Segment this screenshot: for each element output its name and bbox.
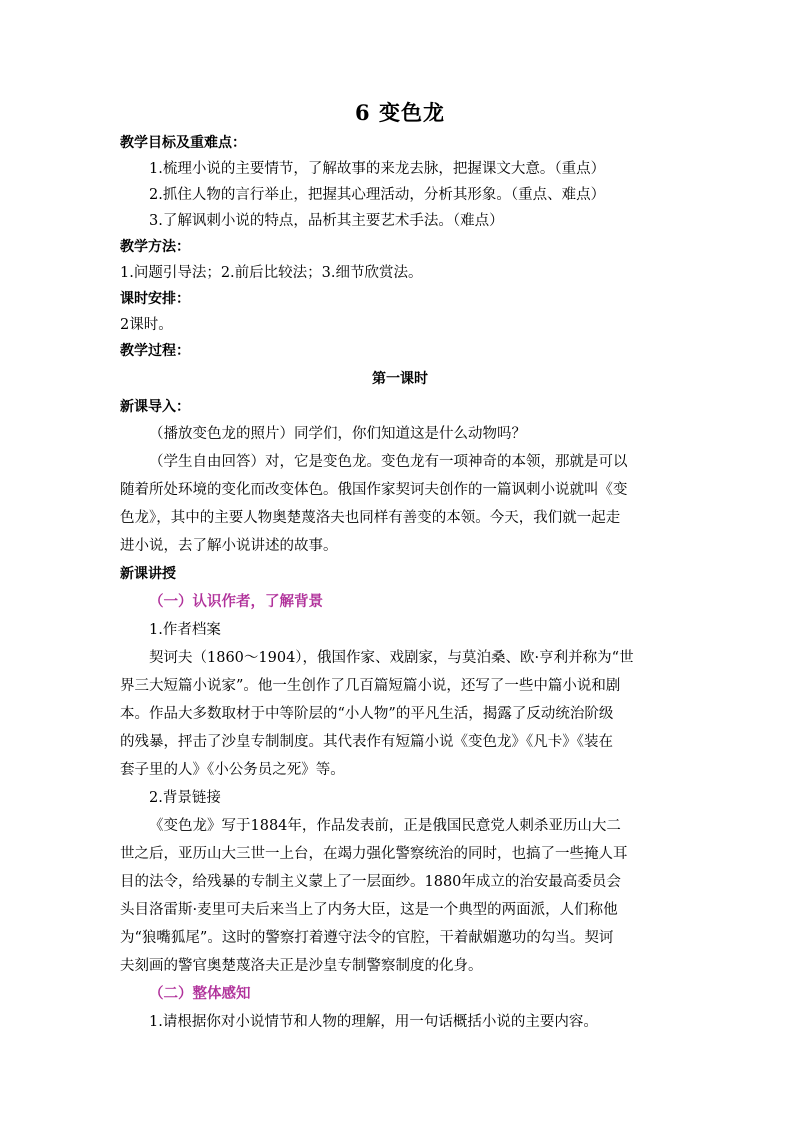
goal-item: 2.抓住人物的言行举止，把握其心理活动，分析其形象。（重点、难点） [149,187,606,203]
text-line: 本。作品大多数取材于中等阶层的“小人物”的平凡生活，揭露了反动统治阶级 [120,706,614,722]
text-line: 进小说，去了解小说讲述的故事。 [120,538,338,554]
methods-text: 1.问题引导法；2.前后比较法；3.细节欣赏法。 [120,265,423,281]
intro-heading: 新课导入： [120,399,190,415]
section-heading-overview: （二）整体感知 [149,985,251,1002]
goals-heading: 教学目标及重难点： [120,135,246,151]
text-line: 为“狼嘴狐尾”。这时的警察打着遵守法令的官腔，干着献媚邀功的勾当。契诃 [120,930,614,946]
text-line: 目的法令，给残暴的专制主义蒙上了一层面纱。1880年成立的治安最高委员会 [120,874,621,890]
text-line: （学生自由回答）对，它是变色龙。变色龙有一项神奇的本领，那就是可以 [149,454,628,470]
text-line: 头目洛雷斯·麦里可夫后来当上了内务大臣，这是一个典型的两面派，人们称他 [120,902,618,918]
section-heading-author: （一）认识作者，了解背景 [149,593,323,610]
methods-heading: 教学方法： [120,239,190,255]
text-line: 随着所处环境的变化而改变体色。俄国作家契诃夫创作的一篇讽刺小说就叫《变 [120,482,628,498]
text-line: 《变色龙》写于1884年，作品发表前，正是俄国民意党人刺杀亚历山大二 [149,818,621,834]
intro-paragraph-2 [120,448,680,560]
schedule-heading: 课时安排： [120,291,190,307]
intro-paragraph-1: （播放变色龙的照片）同学们，你们知道这是什么动物吗？ [149,426,526,442]
goal-item: 3.了解讽刺小说的特点，品析其主要艺术手法。（难点） [149,213,504,229]
background-paragraph [120,812,680,980]
author-label: 1.作者档案 [149,622,221,638]
text-line: 色龙》，其中的主要人物奥楚蔑洛夫也同样有善变的本领。今天，我们就一起走 [120,510,621,526]
text-line: 界三大短篇小说家”。他一生创作了几百篇短篇小说，还写了一些中篇小说和剧 [120,678,621,694]
teaching-heading: 新课讲授 [120,566,176,582]
page-title: 6 变色龙 [355,100,445,125]
lesson-title: 第一课时 [372,371,428,387]
document-content [120,96,680,1036]
background-label: 2.背景链接 [149,790,221,806]
goal-item: 1.梳理小说的主要情节，了解故事的来龙去脉，把握课文大意。（重点） [149,161,606,177]
text-line: 契诃夫（1860～1904），俄国作家、戏剧家，与莫泊桑、欧·亨利并称为“世 [149,650,634,666]
schedule-text: 2课时。 [120,317,173,333]
text-line: 的残暴，抨击了沙皇专制制度。其代表作有短篇小说《变色龙》《凡卡》《装在 [120,734,613,750]
text-line: 夫刻画的警官奥楚蔑洛夫正是沙皇专制警察制度的化身。 [120,958,483,974]
task-item: 1.请根据你对小说情节和人物的理解，用一句话概括小说的主要内容。 [149,1014,598,1030]
text-line: 世之后，亚历山大三世一上台，在竭力强化警察统治的同时，也搞了一些掩人耳 [120,846,628,862]
text-line: 套子里的人》《小公务员之死》等。 [120,762,345,778]
process-heading: 教学过程： [120,343,190,359]
author-paragraph [120,644,680,784]
